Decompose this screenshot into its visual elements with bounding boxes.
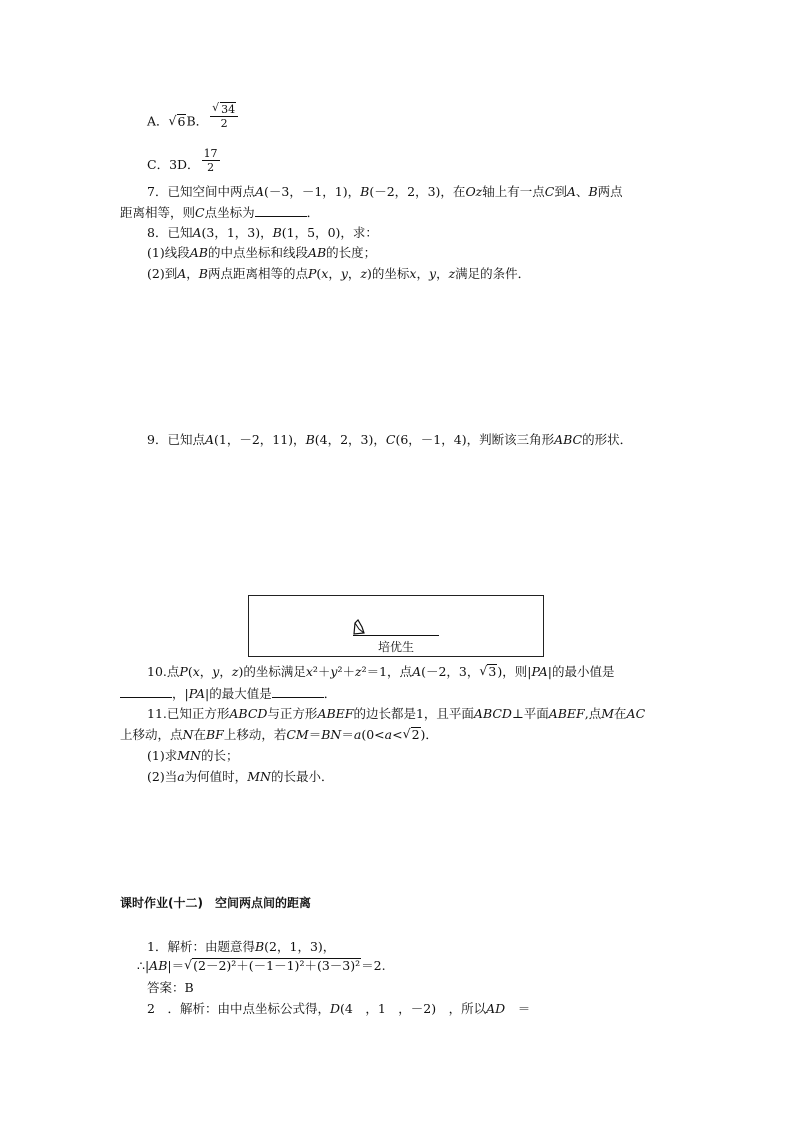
answer-blank[interactable] [255, 204, 307, 217]
option-a-sqrt [169, 114, 187, 130]
advanced-section-banner [248, 595, 544, 657]
sqrt-3: √ 3 [479, 664, 497, 680]
q7-line1: 7．已知空间中两点A(－3，－1，1)，B(－2，2，3)，在Oz轴上有一点C到A、B两点 [147, 184, 623, 199]
answer-blank-max[interactable] [272, 685, 324, 698]
q6-options-ab [147, 103, 240, 136]
option-d-fraction [202, 147, 220, 174]
q11-line1: 11.已知正方形ABCD与正方形ABEF的边长都是1，且平面ABCD⊥平面ABEF,点M在AC [147, 706, 646, 721]
option-d-numerator: 17 [203, 147, 218, 160]
banner-title: 培优生 [377, 640, 414, 654]
q7-line2: 距离相等，则C点坐标为 ． [120, 205, 320, 220]
option-a-radicand: 6 [177, 113, 186, 129]
q6-options-cd [147, 147, 222, 179]
q10-line2: ，|PA|的最大值是 ． [120, 685, 336, 702]
banner-rule [353, 635, 439, 636]
option-b-radicand: 34 [221, 103, 236, 116]
q10-line1: 10.点P(x，y，z)的坐标满足x²＋y²＋z²＝1，点A(－2，3，√ 3)，则|PA|的最小值是 [147, 664, 614, 680]
q11-part2: (2)当a为何值时，MN的长最小． [147, 769, 334, 784]
answers-section-title: 课时作业(十二) 空间两点间的距离 [120, 896, 311, 910]
distance-sqrt: √ (2－2)²＋(－1－1)²＋(3－3)² [184, 958, 361, 974]
answer1-line2: ∴|AB|＝√ (2－2)²＋(－1－1)²＋(3－3)²＝2. [137, 958, 386, 974]
q9-line: 9．已知点A(1，－2，11)，B(4，2，3)，C(6，－1，4)，判断该三角形ABC的形状． [147, 432, 633, 447]
option-b-fraction [210, 102, 238, 130]
sqrt-2: √ 2 [403, 727, 421, 743]
option-b-denominator: 2 [220, 117, 228, 130]
q11-part1: (1)求MN的长； [147, 748, 239, 763]
answer1-line3: 答案：B [147, 980, 194, 995]
answer-blank-min[interactable] [120, 685, 172, 698]
option-c-label: C．3 [147, 157, 178, 172]
option-d-label: D． [177, 157, 200, 172]
pencil-icon [352, 619, 366, 635]
q11-line2: 上移动，点N在BF上移动，若CM＝BN＝a(0<a<√ 2)． [120, 727, 438, 743]
option-d-denominator: 2 [207, 161, 215, 174]
q8-stem: 8．已知A(3，1，3)，B(1，5，0)，求： [147, 225, 378, 240]
option-a-label: A． [147, 113, 169, 129]
answer1-line1: 1．解析：由题意得B(2，1，3)， [147, 939, 336, 954]
answer2-line: 2 ．解析：由中点坐标公式得，D(4 ，1 ，－2) ，所以AD ＝ [147, 1001, 531, 1016]
q8-part2: (2)到A，B两点距离相等的点P(x，y，z)的坐标x，y，z满足的条件． [147, 266, 531, 281]
option-b-label: B． [186, 113, 209, 129]
q8-part1: (1)线段AB的中点坐标和线段AB的长度； [147, 245, 377, 260]
